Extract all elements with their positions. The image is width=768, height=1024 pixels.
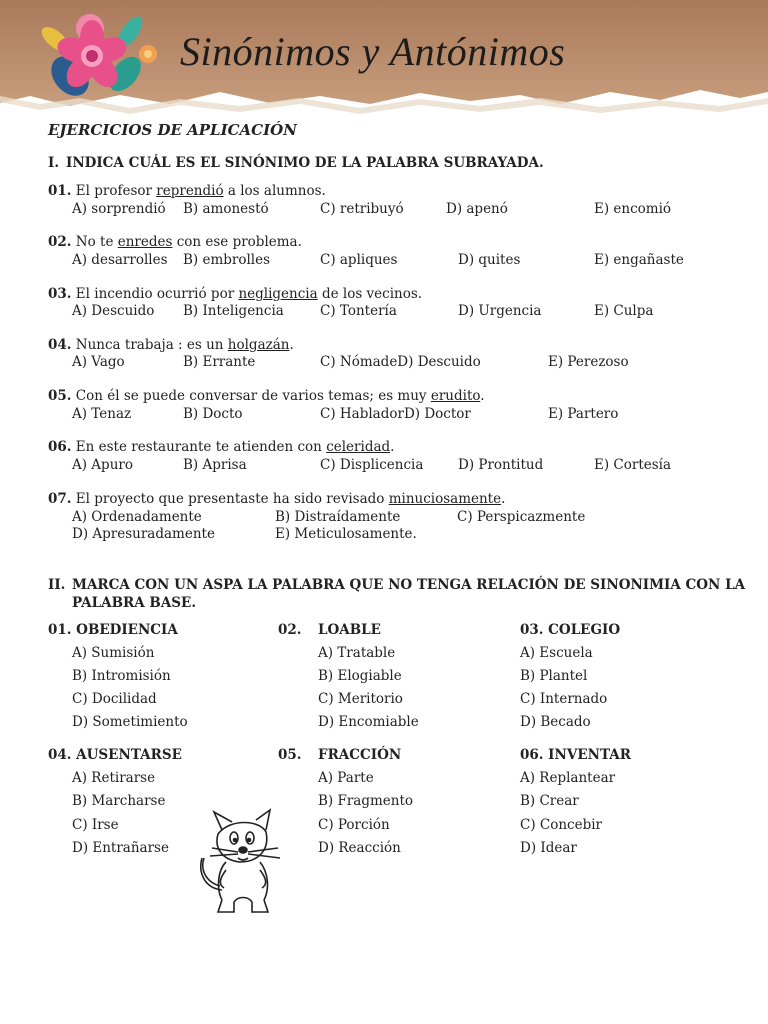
- question-1: [48, 183, 326, 199]
- option-c-d[interactable]: C) NómadeD) Descuido: [320, 354, 481, 370]
- group-heading: 04. AUSENTARSE: [48, 747, 182, 763]
- option-e[interactable]: E) encomió: [594, 201, 672, 217]
- option-d[interactable]: D) apenó: [446, 201, 508, 217]
- option-b[interactable]: B) Distraídamente: [275, 509, 401, 525]
- option-c[interactable]: C) retribuyó: [320, 201, 404, 217]
- question-number: 06.: [48, 439, 72, 455]
- option-e[interactable]: E) Partero: [548, 406, 619, 422]
- question-text-end: .: [289, 337, 294, 353]
- question-number: 01.: [48, 183, 72, 199]
- question-4: [48, 337, 294, 353]
- option-a[interactable]: A) Descuido: [72, 303, 155, 319]
- option-e[interactable]: E) engañaste: [594, 252, 684, 268]
- option-c[interactable]: C) Meritorio: [318, 691, 403, 707]
- section-title: EJERCICIOS DE APLICACIÓN: [48, 121, 297, 139]
- option-b[interactable]: B) embrolles: [183, 252, 271, 268]
- option-d[interactable]: D) quites: [458, 252, 521, 268]
- underlined-word: holgazán: [227, 337, 290, 353]
- option-c[interactable]: C) Displicencia: [320, 457, 424, 473]
- option-a[interactable]: A) Tratable: [318, 645, 396, 661]
- question-text: Nunca trabaja : es un: [75, 337, 228, 353]
- option-c-d[interactable]: C) HabladorD) Doctor: [320, 406, 471, 422]
- underlined-word: celeridad: [326, 439, 391, 455]
- question-text-end: a los alumnos.: [223, 183, 326, 199]
- option-b[interactable]: B) Elogiable: [318, 668, 402, 684]
- question-text-end: de los vecinos.: [317, 286, 423, 302]
- question-text: No te: [75, 234, 118, 250]
- question-3: [48, 286, 422, 302]
- flower-icon: [30, 4, 170, 104]
- option-a[interactable]: A) Escuela: [520, 645, 593, 661]
- option-c[interactable]: C) apliques: [320, 252, 398, 268]
- question-text: El proyecto que presentaste ha sido revisado: [75, 491, 389, 507]
- option-d[interactable]: D) Encomiable: [318, 714, 419, 730]
- underlined-word: reprendió: [156, 183, 224, 199]
- question-text-end: con ese problema.: [172, 234, 302, 250]
- question-6: [48, 439, 394, 455]
- option-c[interactable]: C) Perspicazmente: [457, 509, 586, 525]
- option-a[interactable]: A) Apuro: [72, 457, 133, 473]
- option-a[interactable]: A) Parte: [318, 770, 374, 786]
- option-a[interactable]: A) sorprendió: [72, 201, 166, 217]
- question-text-end: .: [390, 439, 395, 455]
- group-heading: 01. OBEDIENCIA: [48, 622, 178, 638]
- option-a[interactable]: A) Ordenadamente: [72, 509, 202, 525]
- option-c[interactable]: C) Docilidad: [72, 691, 157, 707]
- question-7: [48, 491, 505, 507]
- option-b[interactable]: B) Docto: [183, 406, 243, 422]
- option-b[interactable]: B) Marcharse: [72, 793, 166, 809]
- option-e[interactable]: E) Culpa: [594, 303, 654, 319]
- question-number: 04.: [48, 337, 72, 353]
- part1-label: I.: [48, 155, 60, 171]
- question-text: El incendio ocurrió por: [75, 286, 239, 302]
- option-a[interactable]: A) Tenaz: [72, 406, 132, 422]
- option-a[interactable]: A) Retirarse: [72, 770, 156, 786]
- option-d[interactable]: D) Idear: [520, 840, 577, 856]
- question-text-end: .: [501, 491, 506, 507]
- option-c[interactable]: C) Internado: [520, 691, 608, 707]
- page-title: Sinónimos y Antónimos: [180, 29, 566, 74]
- option-b[interactable]: B) Fragmento: [318, 793, 414, 809]
- option-e[interactable]: E) Cortesía: [594, 457, 672, 473]
- question-number: 02.: [48, 234, 72, 250]
- group-number: 02.: [278, 622, 302, 638]
- option-b[interactable]: B) amonestó: [183, 201, 269, 217]
- question-text: El profesor: [75, 183, 157, 199]
- option-c[interactable]: C) Porción: [318, 817, 390, 833]
- option-a[interactable]: A) Sumisión: [72, 645, 155, 661]
- part1-instruction: INDICA CUÁL ES EL SINÓNIMO DE LA PALABRA SUBRAYADA.: [66, 155, 544, 171]
- group-heading: 06. INVENTAR: [520, 747, 631, 763]
- option-a[interactable]: A) Replantear: [520, 770, 616, 786]
- option-d[interactable]: D) Entrañarse: [72, 840, 169, 856]
- part2-label: II.: [48, 577, 66, 593]
- underlined-word: minuciosamente: [388, 491, 502, 507]
- option-d[interactable]: D) Prontitud: [458, 457, 544, 473]
- question-number: 05.: [48, 388, 72, 404]
- underlined-word: enredes: [117, 234, 173, 250]
- question-number: 07.: [48, 491, 72, 507]
- option-a[interactable]: A) Vago: [72, 354, 125, 370]
- option-a[interactable]: A) desarrolles: [72, 252, 168, 268]
- option-c[interactable]: C) Tontería: [320, 303, 397, 319]
- group-heading: LOABLE: [318, 622, 381, 638]
- group-number: 05.: [278, 747, 302, 763]
- underlined-word: negligencia: [238, 286, 318, 302]
- question-text-end: .: [480, 388, 485, 404]
- underlined-word: erudito: [430, 388, 481, 404]
- option-e[interactable]: E) Perezoso: [548, 354, 629, 370]
- option-e[interactable]: E) Meticulosamente.: [275, 526, 417, 542]
- option-d[interactable]: D) Urgencia: [458, 303, 542, 319]
- option-d[interactable]: D) Reacción: [318, 840, 401, 856]
- question-5: [48, 388, 485, 404]
- part2-instruction-line2: PALABRA BASE.: [72, 595, 197, 611]
- group-heading: FRACCIÓN: [318, 747, 402, 763]
- option-b[interactable]: B) Errante: [183, 354, 256, 370]
- question-text: Con él se puede conversar de varios temas; es muy: [75, 388, 431, 404]
- option-d[interactable]: D) Sometimiento: [72, 714, 188, 730]
- part2-instruction-line1: MARCA CON UN ASPA LA PALABRA QUE NO TENGA RELACIÓN DE SINONIMIA CON LA: [72, 577, 746, 593]
- question-2: [48, 234, 302, 250]
- option-d[interactable]: D) Apresuradamente: [72, 526, 215, 542]
- option-b[interactable]: B) Plantel: [520, 668, 588, 684]
- option-b[interactable]: B) Inteligencia: [183, 303, 284, 319]
- cat-illustration-icon: [200, 808, 292, 916]
- option-b[interactable]: B) Crear: [520, 793, 579, 809]
- option-c[interactable]: C) Irse: [72, 817, 119, 833]
- question-text: En este restaurante te atienden con: [75, 439, 327, 455]
- option-c[interactable]: C) Concebir: [520, 817, 603, 833]
- option-b[interactable]: B) Intromisión: [72, 668, 171, 684]
- question-number: 03.: [48, 286, 72, 302]
- option-b[interactable]: B) Aprisa: [183, 457, 247, 473]
- group-heading: 03. COLEGIO: [520, 622, 621, 638]
- option-d[interactable]: D) Becado: [520, 714, 591, 730]
